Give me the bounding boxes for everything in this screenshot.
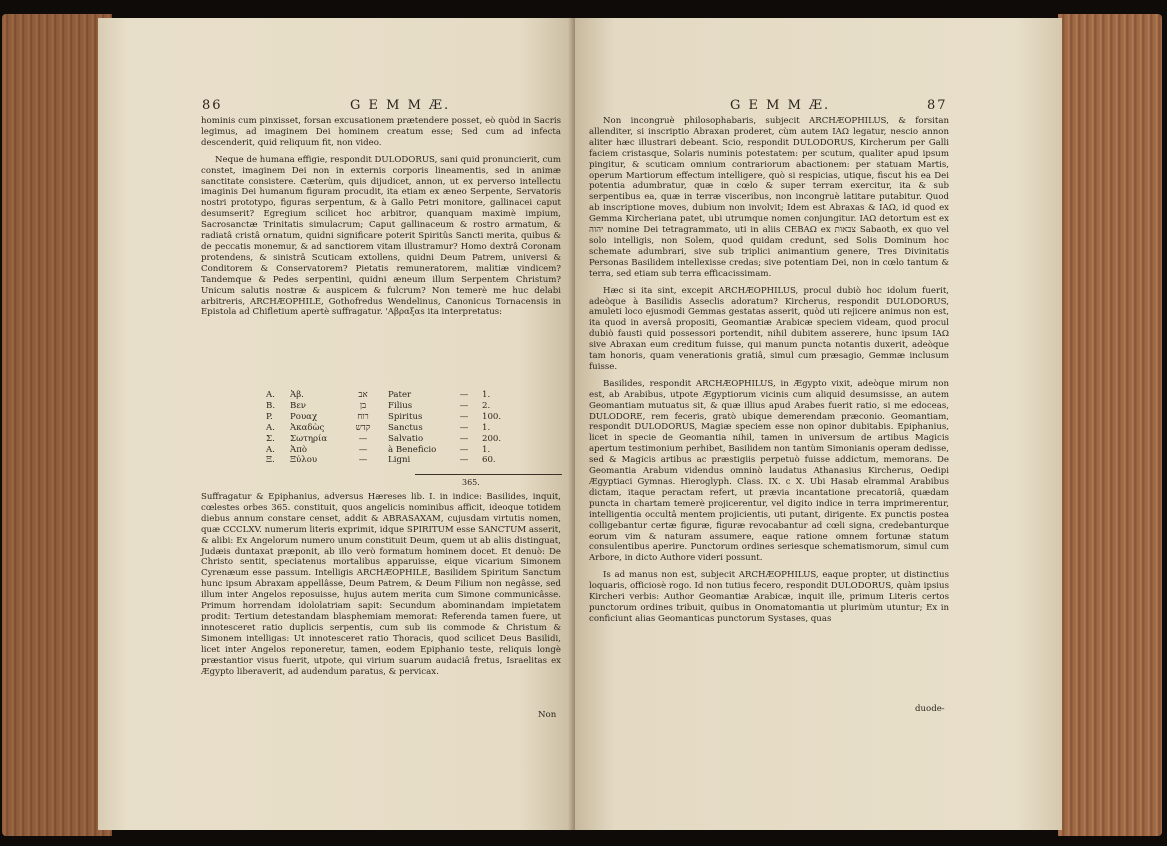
table-letter: Ξ. <box>266 455 275 466</box>
table-row <box>266 401 518 412</box>
left-paragraph-1: hominis cum pinxisset, forsan excusationem prætendere posset, eò quòd in Sacris legimus, ad imaginem Dei hominem creatum esse; Sed cum ad infecta descenderit, quid reliquum fit, non video. <box>201 116 561 148</box>
right-paragraph-3: Basilides, respondit ARCHÆOPHILUS, in Ægypto vixit, adeòque mirum non est, ab Arabibus, utpote Ægyptiorum vicinis cum aliquid desumsisse, an autem Geomantiam mutuatus sit, & quæ illius apud Arabes fuerit ratio, si me edoceas, DULODORE, rem feceris, gratò ubique demerendam præconio. Geomantiam, respondit DULODORUS, Magiæ speciem esse non opinor dubitabis. Epiphanius, licet in specie de Geomantia nihil, tamen in universum de artibus Magicis apertum testimonium perhibet, Basilidem non tantùm Simonianis operam dedisse, sed & Magicis artibus ac præstigiis perpetuò fuisse addictum, memorans. De Geomantia Arabum videndus omninò laudatus Athanasius Kircherus, Oedipi Ægyptiaci Gymnas. Hieroglyph. Class. IX. c X. Ubi Hasab elrammal Arabibus dictam, itaque peractam refert, ut prævia incantatione precatoriâ, quædam puncta in chartam temerè projicerentur, vel digito indice in terra imprimerentur, intelligentia occultâ mentem projicientis, uti putant, dirigente. Ex punctis postea colligebantur certæ figuræ, figuræ revocabantur ad cœli signa, credebanturque eorum vim & naturam assumere, eaque ratione omnem fortunæ statum consulentibus aperire. Punctorum ordines seriesque schematismorum, simul cum Arbore, in dicto Authore videri possunt. <box>589 378 949 564</box>
table-letter: Σ. <box>266 433 275 444</box>
right-paragraph-4: Is ad manus non est, subjecit ARCHÆOPHILUS, eaque propter, ut distinctius loquaris, officiosè rogo. Id non tutius fecero, respondit DULODORUS, quàm ipsius Kircheri verbis: Author Geomantiæ Arabicæ, inquit ille, primum Literis certos punctorum ordines tribuit, quibus in Onomatomantia ut plurimùm utuntur; Ex in conficiunt alias Geomanticas punctorum Systases, quas <box>589 570 949 624</box>
table-letter: A. <box>266 422 275 433</box>
right-running-head: G E M M Æ. <box>730 98 831 113</box>
right-page <box>575 18 1062 830</box>
left-text-bottom <box>201 492 561 683</box>
table-hebrew: אב <box>358 390 368 400</box>
right-text <box>589 116 949 631</box>
left-catchword: Non <box>538 710 557 720</box>
table-latin: Filius <box>388 400 413 411</box>
table-greek: Ἀκαδὼς <box>290 422 325 433</box>
abraxas-interpretation-table <box>266 390 518 466</box>
right-catchword: duode- <box>915 704 945 714</box>
table-dash: — <box>459 422 469 433</box>
left-page-edges <box>2 14 112 836</box>
table-dash: — <box>459 390 469 400</box>
left-page <box>98 18 575 830</box>
table-sum-rule <box>415 474 562 475</box>
table-hebrew: — <box>358 444 368 455</box>
table-dash: — <box>459 400 469 411</box>
table-dash: — <box>459 444 469 455</box>
table-number: 1. <box>482 390 491 400</box>
table-latin: à Beneficio <box>388 444 437 455</box>
table-hebrew: בן <box>359 400 367 411</box>
right-page-number: 87 <box>927 98 948 113</box>
table-row <box>266 412 518 423</box>
table-hebrew: — <box>358 455 368 466</box>
table-greek: Σωτηρία <box>290 433 328 444</box>
table-number: 100. <box>482 411 502 422</box>
table-latin: Spiritus <box>388 411 423 422</box>
table-dash: — <box>459 455 469 466</box>
table-row <box>266 390 518 401</box>
table-greek: Βεν <box>290 400 306 411</box>
table-row <box>266 423 518 434</box>
table-latin: Sanctus <box>388 422 423 433</box>
table-number: 60. <box>482 455 496 466</box>
table-latin: Ligni <box>388 455 411 466</box>
left-paragraph-3: Suffragatur & Epiphanius, adversus Hæreses lib. I. in indice: Basilides, inquit, cœlestes orbes 365. constituit, quos angelicis nominibus afficit, ideoque totidem diebus annum constare censet, addit & ABRASAXAM, cujusdam virtutis nomen, quæ CCCLXV. numerum literis exprimit, idque SPIRITUM esse SANCTUM asserit, & alibi: Ex Angelorum numero unum constituit Deum, quem ut ab aliis distinguat, Judæis duntaxat præponit, ab illo verò formatum hominem docet. Et denuò: De Christo sentit, speciatenus mortalibus apparuisse, eique vicarium Simonem Cyrenæum esse passum. Intelligis ARCHÆOPHILE, Basilidem Spiritum Sanctum hunc ipsum Abraxam appellâsse, Deum Patrem, & Deum Filium non negâsse, sed illum inter Angelos reposuisse, hujus autem merita cum Simone communicâsse. Primum horrendam idololatriam sapit: Secundum abominandam impietatem prodit: Tertium detestandam blasphemiam memorat: Referenda tamen fuere, ut innotesceret ratio duplicis serpentis, cum sub iis commode & Christum & Simonem intelligas: Ut innotesceret ratio Thoracis, quod scilicet Deus Basilidi, licet inter Angelos reponeretur, tamen, eodem Epiphanio teste, reliquis longè præstantior visus fuerit, utpote, qui virium suarum audaciâ fretus, Israelitas ex Ægypto liberaverit, ad audendum paratus, & pervicax. <box>201 492 561 677</box>
table-latin: Pater <box>388 390 412 400</box>
table-number: 200. <box>482 433 502 444</box>
table-row <box>266 434 518 445</box>
table-total: 365. <box>462 478 480 487</box>
table-number: 2. <box>482 400 491 411</box>
table-latin: Salvatio <box>388 433 424 444</box>
table-hebrew: רוח <box>357 411 369 422</box>
table-greek: Ἀβ. <box>290 390 304 400</box>
table-dash: — <box>459 411 469 422</box>
table-number: 1. <box>482 444 491 455</box>
table-greek: Ἀπὸ <box>290 444 308 455</box>
left-page-number: 86 <box>202 98 223 113</box>
left-running-head: G E M M Æ. <box>350 98 451 113</box>
table-letter: A. <box>266 390 275 400</box>
left-text-top <box>201 116 561 324</box>
table-dash: — <box>459 433 469 444</box>
table-row <box>266 455 518 466</box>
table-letter: B. <box>266 400 276 411</box>
right-page-edges <box>1058 14 1162 836</box>
table-letter: A. <box>266 444 275 455</box>
table-greek: Ξύλου <box>290 455 318 466</box>
left-paragraph-2: Neque de humana effigie, respondit DULODORUS, sani quid pronuncierit, cum constet, imaginem Dei non in externis corporis lineamentis, sed in animæ sanctitate consistere. Cæterùm, quis dijudicet, annon, ut ex perverso intellectu imaginis Dei humanum figuram procudit, ita etiam ex æneo Serpente, Servatoris nostri prototypo, figuras serpentum, & à Gallo Petri monitore, gallinacei caput desumserit? Egregium scilicet hoc arbitror, quanquam maximè impium, Sacrosanctæ Trinitatis simulacrum; Caput gallinaceum & rostro armatum, & radiatâ cristâ ornatum, quidni significare poterit Spiritûs Sancti merita, quibus & de peccatis monemur, & ad sanctiorem vitam illustramur? Homo dextrâ Coronam protendens, & sinistrâ Scuticam extollens, quidni Deum Patrem, universi & Conditorem & Conservatorem? Pietatis remuneratorem, malitiæ vindicem? Tandemque & Pedes serpentini, quidni æneum illum Serpentem Christum? Unicum salutis nostræ & auspicem & fulcrum? Non temerè me huc delabi arbitreris, ARCHÆOPHILE, Gothofredus Wendelinus, Canonicus Tornacensis in Epistola ad Chifletium apertè suffragatur. 'Αβραξαs ita interpretatus: <box>201 154 561 318</box>
table-row <box>266 445 518 456</box>
table-number: 1. <box>482 422 491 433</box>
table-greek: Ρουαχ <box>290 411 318 422</box>
right-paragraph-1: Non incongruè philosophabaris, subjecit ARCHÆOPHILUS, & forsitan allenditer, si inscriptio Abraxan proderet, cùm autem IAΩ legatur, nescio annon aliter hæc illustrari debeant. Scio, respondit DULODORUS, Kircherum per Galli faciem cristasque, Solaris numinis potestatem: per scutum, qualiter apud ipsum pingitur, & scuticam omnium contrariorum abactionem: per statuam Martis, operum Martiorum effectum intelligere, quò si respicias, utique, fiscut his ea Dei potentia adumbratur, quæ in cœlo & super terram exercitur, ita & sub serpentibus ea, quæ in terræ visceribus, non incongruè latitare putabitur. Quod ab inscriptione moves, dubium non involvit; Idem est Abraxas & IAΩ, id quod ex Gemma Kircheriana patet, ubi utrumque nomen conjungitur. IAΩ detortum est ex יהוה nomine Dei tetragrammato, uti in aliis CEBAΩ ex צבאות Sabaoth, ex quo vel solo intelligis, non Solem, quod quidam credunt, sed Solis Dominum hoc schemate adumbrari, sive sub triplici animantium genere, Tres Divinitatis Personas Basilidem intellexisse credas; sive potentiam Dei, non in cœlo tantum & terra, sed etiam sub terra efficacissimam. <box>589 116 949 279</box>
table-hebrew: קדש <box>355 422 371 433</box>
table-hebrew: — <box>358 433 368 444</box>
table-letter: P. <box>266 411 273 422</box>
right-paragraph-2: Hæc si ita sint, excepit ARCHÆOPHILUS, procul dubiò hoc idolum fuerit, adeòque à Basilidis Asseclis adoratum? Kircherus, respondit DULODORUS, amuleti loco ejusmodi Gemmas gestatas asserit, quòd uti rejicere animus non est, ita quod in aversâ propositi, Geomantiæ Arabicæ speciem videam, quod procul dubiò fausti quid possessori portendit, nihil dubitem asserere, hunc ipsum IAΩ sive Abraxan eum creditum fuisse, qui manum puncta notantis duxerit, adeòque tam honoris, quam venerationis gratiâ, simul cum præsagio, Gemmæ inclusum fuisse. <box>589 285 949 372</box>
